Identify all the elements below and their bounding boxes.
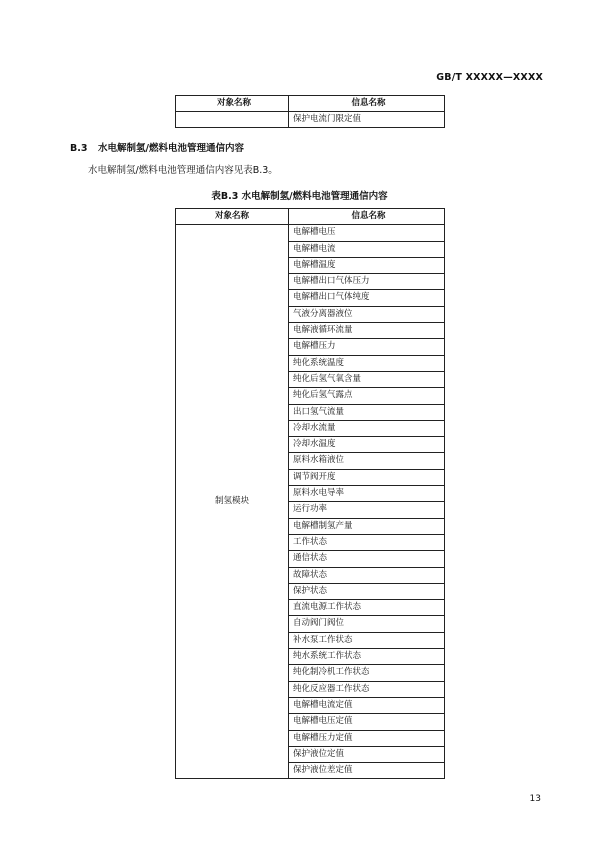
info-name-cell: 电解槽压力 bbox=[289, 339, 445, 355]
info-name-cell: 故障状态 bbox=[289, 567, 445, 583]
table-cell-info: 保护电流门限定值 bbox=[289, 112, 445, 128]
table-b3 bbox=[175, 208, 445, 779]
column-header-info-name: 信息名称 bbox=[289, 209, 445, 225]
info-name-cell: 直流电源工作状态 bbox=[289, 600, 445, 616]
section-body-text: 水电解制氢/燃料电池管理通信内容见表B.3。 bbox=[88, 165, 278, 176]
info-name-cell: 纯化制冷机工作状态 bbox=[289, 665, 445, 681]
info-name-cell: 电解槽电流定值 bbox=[289, 697, 445, 713]
table-cell-object bbox=[176, 112, 289, 128]
info-name-cell: 纯化后氢气露点 bbox=[289, 388, 445, 404]
section-heading bbox=[70, 140, 244, 154]
info-name-cell: 电解液循环流量 bbox=[289, 323, 445, 339]
section-number: B.3 bbox=[70, 143, 88, 154]
info-name-cell: 保护液位差定值 bbox=[289, 763, 445, 779]
table-row bbox=[176, 225, 445, 241]
info-name-cell: 原料水箱液位 bbox=[289, 453, 445, 469]
info-name-cell: 纯水系统工作状态 bbox=[289, 649, 445, 665]
info-name-cell: 调节阀开度 bbox=[289, 469, 445, 485]
info-name-cell: 出口氢气流量 bbox=[289, 404, 445, 420]
page-number: 13 bbox=[529, 794, 541, 804]
info-name-cell: 保护液位定值 bbox=[289, 746, 445, 762]
column-header-object-name: 对象名称 bbox=[176, 209, 289, 225]
info-name-cell: 自动阀门阀位 bbox=[289, 616, 445, 632]
info-name-cell: 电解槽制氢产量 bbox=[289, 518, 445, 534]
object-name-cell: 制氢模块 bbox=[176, 225, 289, 779]
info-name-cell: 运行功率 bbox=[289, 502, 445, 518]
info-name-cell: 电解槽电流 bbox=[289, 241, 445, 257]
table-row bbox=[176, 112, 445, 128]
info-name-cell: 气液分离器液位 bbox=[289, 306, 445, 322]
info-name-cell: 电解槽温度 bbox=[289, 257, 445, 273]
info-name-cell: 纯化后氢气氧含量 bbox=[289, 371, 445, 387]
info-name-cell: 电解槽电压定值 bbox=[289, 714, 445, 730]
info-name-cell: 电解槽出口气体压力 bbox=[289, 274, 445, 290]
section-title: 水电解制氢/燃料电池管理通信内容 bbox=[98, 143, 244, 154]
continued-table-header bbox=[176, 96, 445, 112]
info-name-cell: 电解槽出口气体纯度 bbox=[289, 290, 445, 306]
info-name-cell: 电解槽电压 bbox=[289, 225, 445, 241]
info-name-cell: 纯化反应器工作状态 bbox=[289, 681, 445, 697]
column-header-object-name: 对象名称 bbox=[176, 96, 289, 112]
table-caption: 表B.3 水电解制氢/燃料电池管理通信内容 bbox=[211, 191, 388, 202]
continued-table bbox=[175, 95, 445, 128]
table-b3-body bbox=[176, 225, 445, 779]
info-name-cell: 通信状态 bbox=[289, 551, 445, 567]
column-header-info-name: 信息名称 bbox=[289, 96, 445, 112]
info-name-cell: 原料水电导率 bbox=[289, 486, 445, 502]
info-name-cell: 冷却水流量 bbox=[289, 420, 445, 436]
document-code: GB/T XXXXX—XXXX bbox=[436, 72, 543, 83]
info-name-cell: 电解槽压力定值 bbox=[289, 730, 445, 746]
info-name-cell: 保护状态 bbox=[289, 583, 445, 599]
table-b3-header bbox=[176, 209, 445, 225]
info-name-cell: 纯化系统温度 bbox=[289, 355, 445, 371]
info-name-cell: 工作状态 bbox=[289, 534, 445, 550]
info-name-cell: 补水泵工作状态 bbox=[289, 632, 445, 648]
info-name-cell: 冷却水温度 bbox=[289, 437, 445, 453]
